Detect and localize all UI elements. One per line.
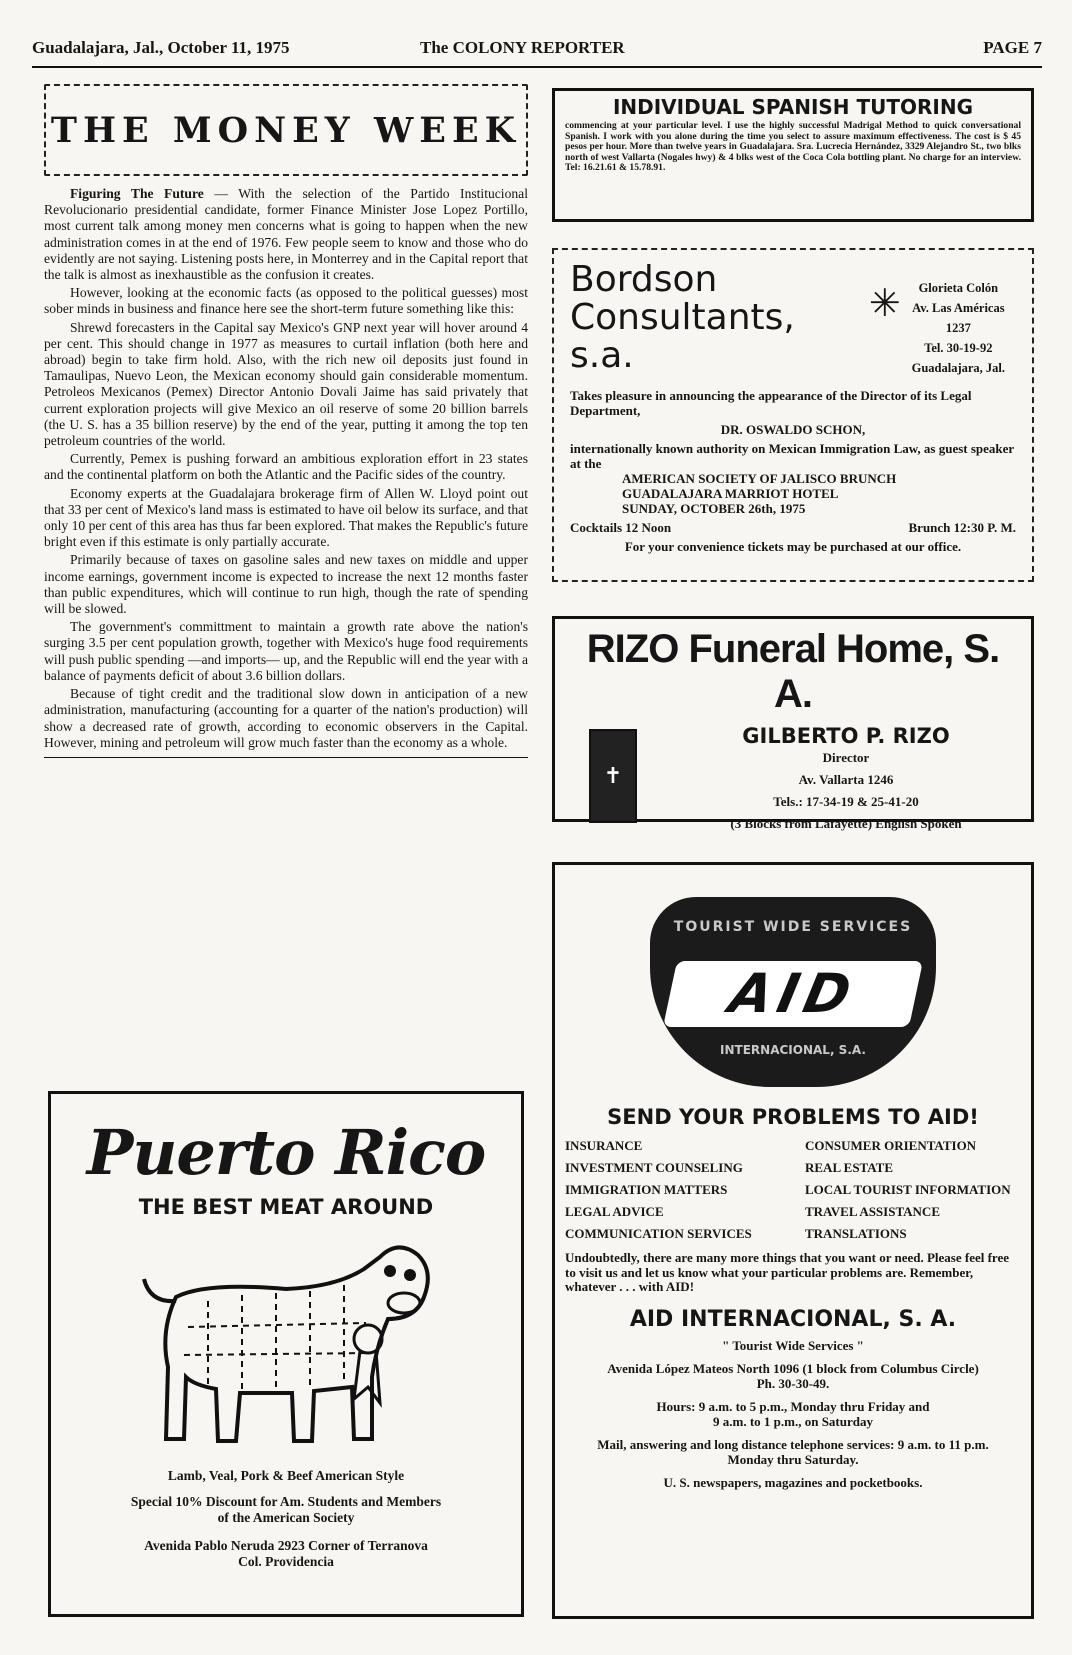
money-week-article [44, 186, 528, 751]
dateline: Guadalajara, Jal., October 11, 1975 [32, 38, 290, 57]
rizo-title: RIZO Funeral Home, S. A. [586, 627, 1000, 716]
service-item: REAL ESTATE [805, 1160, 894, 1175]
money-week-title: THE MONEY WEEK [44, 84, 528, 176]
service-item: IMMIGRATION MATTERS [565, 1182, 728, 1197]
aid-company-name: AID INTERNACIONAL, S. A. [629, 1306, 957, 1332]
aid-hours: Hours: 9 a.m. to 5 p.m., Monday thru Friday and [656, 1398, 930, 1414]
service-item: COMMUNICATION SERVICES [565, 1226, 752, 1241]
puerto-rico-discount-2: of the American Society [217, 1510, 355, 1525]
rizo-emblem-icon: ✝ [589, 729, 637, 823]
rizo-director-name: GILBERTO P. RIZO [742, 724, 950, 748]
article-paragraph: The government's committment to maintain a growth rate above the nation's surging 3.5 per cent population growth, together with Mexico's huge food requirements will push public spending —and imports— up, and the Republic will end the year with a balance of payments deficit of about 3.6 billion dollars. [44, 619, 528, 683]
puerto-rico-address: Avenida Pablo Neruda 2923 Corner of Terranova [144, 1538, 428, 1553]
article-paragraph: Primarily because of taxes on gasoline sales and new taxes on middle and upper income earnings, government income is expected to increase the next 12 months faster than public expenditures, which will continue to run high, though the rate of spending will be slowed. [44, 552, 528, 617]
puerto-rico-tagline: THE BEST MEAT AROUND [138, 1195, 434, 1219]
service-item: INVESTMENT COUNSELING [565, 1160, 743, 1175]
money-week-column [44, 84, 528, 758]
bordson-address: Glorieta Colón Av. Las Américas 1237 Tel. 30-19-92 Guadalajara, Jal. [911, 281, 1006, 375]
aid-phone-services: Mail, answering and long distance telephone services: 9 a.m. to 11 p.m. Monday thru Saturday. [597, 1436, 989, 1467]
asterisk-icon: ✳ [868, 282, 901, 325]
aid-internacional-ad [552, 862, 1034, 1619]
article-lead: Figuring The Future [70, 186, 204, 201]
tutoring-title: INDIVIDUAL SPANISH TUTORING [612, 95, 974, 119]
aid-logo-badge: TOURIST WIDE SERVICES AID INTERNACIONAL, S.A. [650, 897, 936, 1087]
puerto-rico-products: Lamb, Veal, Pork & Beef American Style [167, 1468, 405, 1483]
spanish-tutoring-ad [552, 88, 1034, 222]
article-paragraph: Economy experts at the Guadalajara brokerage firm of Allen W. Lloyd point out that 33 per cent of Mexico's land mass is estimated to have oil below its surface, and that only 10 per cent of this area has thus far been explored. That makes the Republic's future bright even if this estimate is only partially accurate. [44, 485, 528, 550]
bordson-footer: For your convenience tickets may be purchased at our office. [624, 539, 962, 554]
puerto-rico-logo: Puerto Rico [86, 1116, 486, 1189]
aid-address: Avenida López Mateos North 1096 (1 block from Columbus Circle) Ph. 30-30-49. [607, 1360, 979, 1391]
bordson-logo: Bordson Consultants, s.a. [570, 259, 795, 376]
article-paragraph: Because of tight credit and the traditional slow down in anticipation of a new administration, manufacturing (accounting for a quarter of the nation's production) will show a decreased rate of growth, according to economic observers in the Capital. However, mining and petroleum will grow much faster than the economy as a whole. [44, 686, 528, 750]
aid-hours-saturday: 9 a.m. to 1 p.m., on Saturday [713, 1413, 873, 1429]
page-header [32, 38, 1042, 64]
service-item: TRANSLATIONS [805, 1226, 907, 1241]
bordson-announcement: Takes pleasure in announcing the appearance of the Director of its Legal Department, DR. OSWALDO SCHON, internationally known authority on Mexican Immigration Law, as guest speaker at the AMERICAN SOCIETY OF JALISCO BRUNCH GUADALAJARA MARRIOT HOTEL SUNDAY, OCTOBER 26th, 1975 Cocktails 12 Noon Brunch 12:30 P. M. For your convenience tickets may be purchased at our office. [570, 388, 1016, 554]
bordson-speaker: DR. OSWALDO SCHON, [720, 422, 866, 437]
aid-services [565, 1139, 1021, 1241]
tutoring-body: commencing at your particular level. I use the highly successful Madrigal Method to quick conversational Spanish. I work with you alone during the time you select to assure maximum effectiveness. The cost is $ 45 pesos per hour. More than twelve years in Guadalajara. Sra. Lucrecia Hernández, 3329 Alejandro St., two blks north of west Vallarta (Nogales hwy) & 4 blks west of the Coca Cola bottling plant. No charge for an interview. Tel: 16.21.61 & 15.78.91. [565, 120, 1021, 174]
service-item: TRAVEL ASSISTANCE [805, 1204, 940, 1219]
service-item: CONSUMER ORIENTATION [805, 1138, 977, 1153]
calf-illustration [136, 1227, 436, 1457]
aid-headline: SEND YOUR PROBLEMS TO AID! [607, 1105, 979, 1129]
service-item: LEGAL ADVICE [565, 1204, 664, 1219]
article-paragraph: Shrewd forecasters in the Capital say Mexico's GNP next year will hover around 4 per cent. This should change in 1977 as measures to curtail inflation (both here and abroad) begin to take firm hold. Also, with the rich new oil deposits just found in Tamaulipas, Nuevo Leon, the Mexican economy should gain considerable momentum. Petroleos Mexicanos (Pemex) Director Antonio Dovali Jaime has said privately that current exploration projects will give Mexico an oil reserve of some 20 billion barrels (the U. S. has a 35 billion reserve) by the end of the year, putting it among the top ten petroleum countries of the world. [44, 319, 528, 449]
bordson-schedule: Cocktails 12 Noon Brunch 12:30 P. M. [570, 520, 1016, 535]
article-paragraph: — With the selection of the Partido Institucional Revolucionario presidential candidate, former Finance Minister Jose Lopez Portillo, most current talk among money men concerns what is going to happen when the new administration comes in at the end of 1976. Few people seem to know and those who do evidently are not saying. Listening posts here, in Monterrey and in the Capital report that the talk is almost as inexhaustible as the confusion it creates. [44, 186, 528, 283]
puerto-rico-ad [48, 1091, 524, 1617]
service-item: LOCAL TOURIST INFORMATION [805, 1182, 1011, 1197]
article-paragraph: Currently, Pemex is pushing forward an ambitious exploration effort in 23 states and the continental platform on both the Atlantic and the Pacific sides of the country. [44, 451, 528, 483]
puerto-rico-neighborhood: Col. Providencia [238, 1554, 334, 1569]
aid-body: Undoubtedly, there are many more things that you want or need. Please feel free to visit us and let us know what your particular problems are. Remember, whatever . . . with AID! [565, 1250, 1010, 1294]
bordson-consultants-ad [552, 248, 1034, 582]
bordson-event: AMERICAN SOCIETY OF JALISCO BRUNCH GUADALAJARA MARRIOT HOTEL SUNDAY, OCTOBER 26th, 1975 [622, 471, 897, 516]
aid-newspapers: U. S. newspapers, magazines and pocketbooks. [663, 1474, 923, 1490]
page-number: PAGE 7 [983, 38, 1042, 57]
puerto-rico-discount: Special 10% Discount for Am. Students and Members [130, 1494, 442, 1509]
article-paragraph: However, looking at the economic facts (as opposed to the political guesses) most sober minds in business and finance here see the short-term future something like this: [44, 285, 528, 317]
rizo-funeral-ad [552, 616, 1034, 831]
service-item: INSURANCE [565, 1138, 643, 1153]
header-rule [32, 66, 1042, 68]
article-end-rule [44, 757, 528, 758]
newspaper-name: The COLONY REPORTER [420, 38, 625, 57]
rizo-info: GILBERTO P. RIZO Director Av. Vallarta 1246 Tels.: 17-34-19 & 25-41-20 (3 Blocks from Lafayette) English Spoken [673, 725, 1019, 835]
aid-slogan: " Tourist Wide Services " [722, 1337, 864, 1353]
